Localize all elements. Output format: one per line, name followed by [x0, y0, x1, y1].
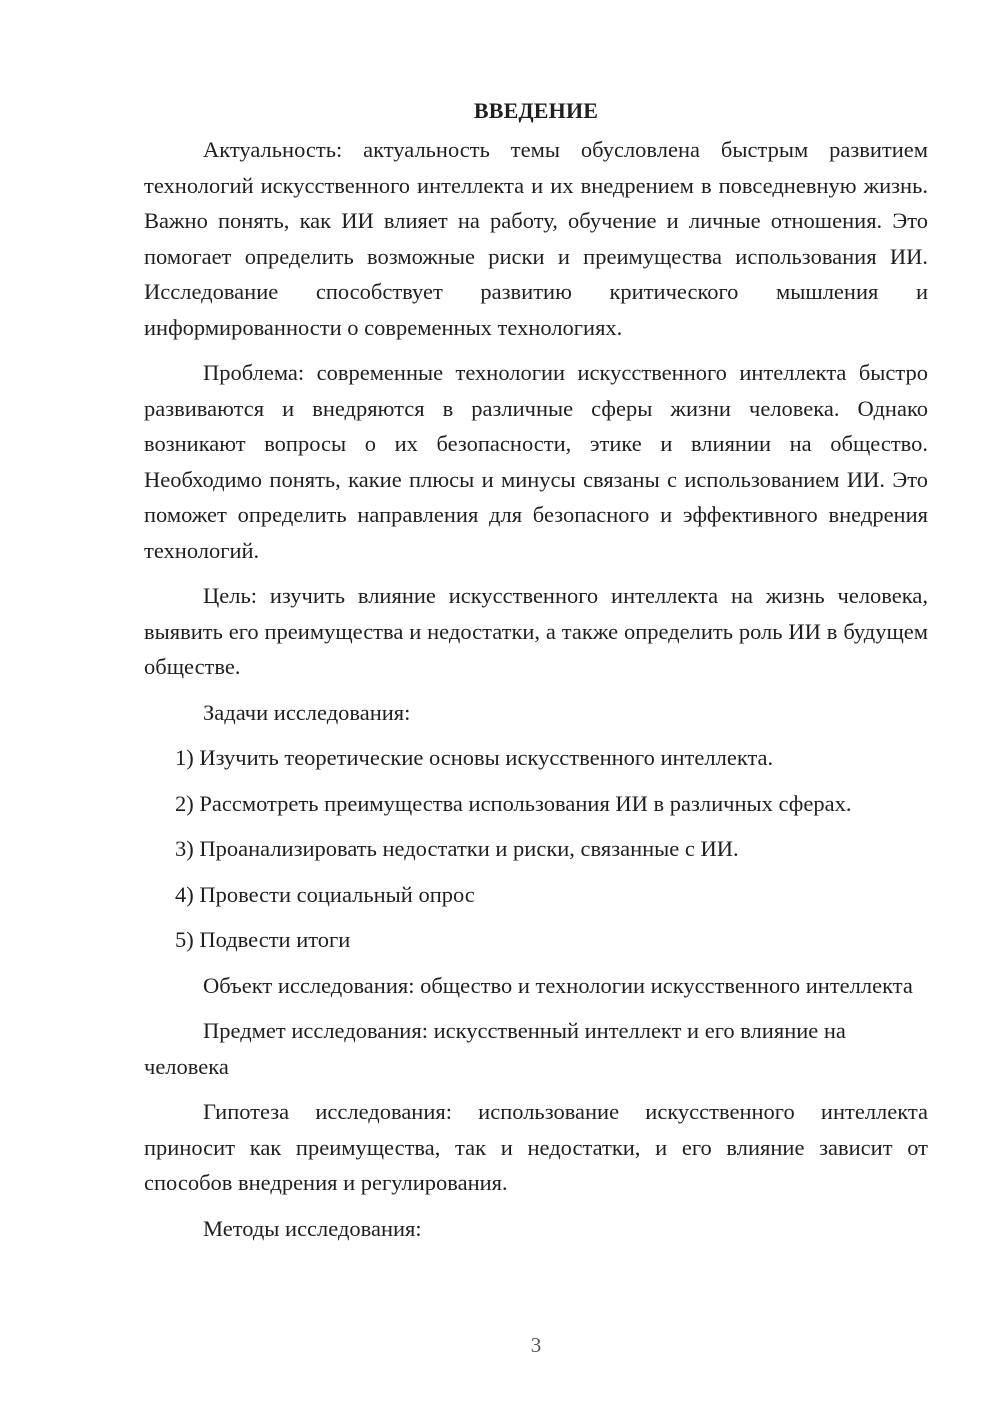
hypothesis-paragraph: Гипотеза исследования: использование искусственного интеллекта приносит как преимущества, так и недостатки, и его влияние зависит от способов внедрения и регулирования. [144, 1099, 928, 1195]
tasks-list [144, 740, 928, 958]
task-item: 1) Изучить теоретические основы искусственного интеллекта. [175, 745, 774, 770]
task-item: 4) Провести социальный опрос [175, 881, 475, 907]
task-item: 2) Рассмотреть преимущества использования ИИ в различных сферах. [175, 790, 852, 816]
task-item: 3) Проанализировать недостатки и риски, связанные с ИИ. [175, 836, 739, 861]
task-item: 5) Подвести итоги [175, 927, 351, 952]
page-number: 3 [530, 1333, 542, 1357]
goal-paragraph: Цель: изучить влияние искусственного интеллекта на жизнь человека, выявить его преимущества и недостатки, а также определить роль ИИ в будущем обществе. [144, 583, 928, 679]
section-title: ВВЕДЕНИЕ [473, 98, 599, 123]
methods-heading: Методы исследования: [203, 1215, 422, 1241]
object-paragraph: Объект исследования: общество и технологии искусственного интеллекта [203, 972, 913, 998]
problem-paragraph: Проблема: современные технологии искусственного интеллекта быстро развиваются и внедряются в различные сферы жизни человека. Однако возникают вопросы о их безопасности, этике и влиянии на общество. Необходимо понять, какие плюсы и минусы связаны с использованием ИИ. Это поможет определить направления для безопасного и эффективного внедрения технологий. [144, 360, 928, 563]
tasks-heading: Задачи исследования: [203, 699, 411, 725]
subject-paragraph: Предмет исследования: искусственный интеллект и его влияние на человека [144, 1018, 846, 1079]
document-page [144, 96, 928, 1256]
relevance-paragraph: Актуальность: актуальность темы обусловлена быстрым развитием технологий искусственного интеллекта и их внедрением в повседневную жизнь. Важно понять, как ИИ влияет на работу, обучение и личные отношения. Это помогает определить возможные риски и преимущества использования ИИ. Исследование способствует развитию критического мышления и информированности о современных технологиях. [144, 137, 928, 340]
